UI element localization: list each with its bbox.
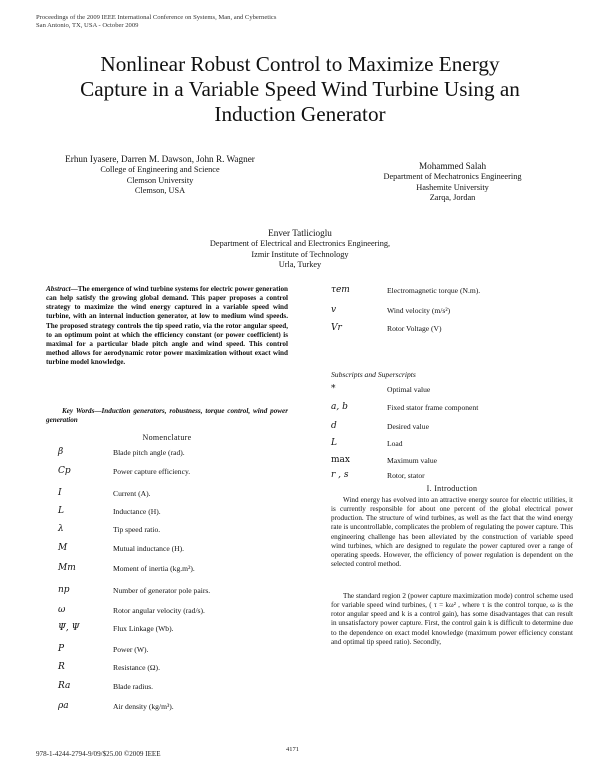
symbol: M [58,543,68,553]
symbol: Cp [58,466,71,476]
introduction-heading: I. Introduction [426,484,478,493]
nomenclature-item [58,506,318,520]
symbol: max [331,455,350,465]
symbol: d [331,421,337,431]
nomenclature-heading: Nomenclature [142,433,192,442]
paper-title [30,52,570,128]
nomenclature-item [58,563,318,577]
symbol: L [331,438,337,448]
title-line-2: Capture in a Variable Speed Wind Turbine Using an [80,77,520,102]
nomenclature-item [58,466,318,480]
symbol-description: Maximum value [387,456,437,465]
symbol-description: Electromagnetic torque (N.m). [387,286,481,295]
symbol-description: Rotor Voltage (V) [387,324,442,333]
proceedings-line-2: San Antonio, TX, USA - October 2009 [36,22,139,30]
abstract [46,285,288,367]
symbol-description: Rotor, stator [387,471,425,480]
author-names: Enver Tatlicioglu [268,228,332,238]
symbol-description: Optimal value [387,385,431,394]
symbol: a, b [331,402,348,412]
symbol-description: Power (W). [113,645,149,654]
nomenclature-item [58,662,318,676]
symbol-description: Rotor angular velocity (rad/s). [113,606,205,615]
symbol: np [58,585,70,595]
symbol: v [331,305,337,315]
symbol-description: Fixed stator frame component [387,403,479,412]
symbol-description: Current (A). [113,489,151,498]
nomenclature-item [58,644,318,658]
symbol: r , s [331,470,349,480]
affiliation-line: Zarqa, Jordan [429,193,476,203]
symbol: Vr [331,323,342,333]
abstract-label: Abstract [46,285,71,293]
keywords: Key Words—Induction generators, robustness, torque control, wind power generation [46,407,288,425]
symbol: I [58,488,62,498]
affiliation-line: Urla, Turkey [278,260,322,270]
affiliation-line: Department of Mechatronics Engineering [383,172,522,181]
symbol: β [58,447,64,457]
affiliation-line: College of Engineering and Science [100,165,220,174]
nomenclature-item [58,585,318,599]
symbol: τem [331,285,350,295]
nomenclature-item [58,701,318,715]
symbol: Mm [58,563,76,573]
nomenclature-item [58,681,318,695]
nomenclature-item [58,543,318,557]
symbol-description: Tip speed ratio. [113,525,161,534]
symbol: * [331,384,336,394]
nomenclature-item [58,488,318,502]
affiliation-line: Clemson, USA [134,186,186,196]
affiliation-line: Izmir Institute of Technology [251,249,349,259]
proceedings-line-1: Proceedings of the 2009 IEEE International Conference on Systems, Man, and Cybernetics [36,14,277,21]
symbol: L [58,506,64,516]
symbol-description: Power capture efficiency. [113,467,191,476]
title-line-3: Induction Generator [214,102,386,127]
symbol-description: Blade radius. [113,682,154,691]
title-line-1: Nonlinear Robust Control to Maximize Energy [100,52,500,76]
symbol: ω [58,605,66,615]
symbol-description: Flux Linkage (Wb). [113,624,174,633]
subscripts-heading: Subscripts and Superscripts [331,370,416,379]
nomenclature-item [58,623,318,637]
symbol: R [58,662,65,672]
author-group-2 [320,160,585,204]
affiliation-line: Hashemite University [416,182,489,192]
proceedings-header [36,14,276,30]
introduction-paragraph-1: Wind energy has evolved into an attractive energy source for electric utilities, it is currently responsible for about one percent of the global electrical power production. The structure of wind turbines, as well as the fact that the wind energy rate is uncontrollable, complicates the problem of regulating the power capture. This engineering challenge has been alleviated by the construction of variable speed wind turbines, which are designed to regulate the power captured over a range of operating speeds. However, the efficiency of power regulation is dependent on the selected control method. [331,496,573,569]
affiliation-line: Department of Electrical and Electronics Engineering, [209,239,391,248]
affiliation-line: Clemson University [126,175,194,185]
symbol: λ [58,524,64,534]
symbol-description: Desired value [387,422,429,431]
symbol-description: Blade pitch angle (rad). [113,448,185,457]
symbol-description: Mutual inductance (H). [113,544,185,553]
symbol: P [58,644,65,654]
symbol: Ra [58,681,71,691]
author-group-1 [30,153,290,197]
symbol-description: Number of generator pole pairs. [113,586,211,595]
nomenclature-item [58,447,318,461]
symbol-description: Air density (kg/m³). [113,702,174,711]
nomenclature-item [58,605,318,619]
symbol-description: Wind velocity (m/s²) [387,306,451,315]
symbol: Ψ̅, Ψ [58,623,80,633]
symbol-description: Inductance (H). [113,507,161,516]
author-names: Mohammed Salah [418,161,487,171]
author-group-3 [150,227,450,271]
symbol-description: Load [387,439,403,448]
page-number: 4171 [286,746,299,753]
abstract-text: —The emergence of wind turbine systems for electric power generation can help satisfy the growing global demand. This paper proposes a control strategy to maximize the wind energy captured in a variable speed wind turbine, with an internal induction generator, at low to medium wind speeds. The proposed strategy controls the tip speed ratio, via the rotor angular speed, to an optimum point at which the efficiency constant (or power coefficient) is maximal for a particular blade pitch angle and wind speed. This control method allows for aerodynamic rotor power maximization without exact wind turbine model knowledge. [46,285,288,367]
nomenclature-item [58,524,318,538]
symbol: ρa [58,701,69,711]
symbol-description: Resistance (Ω). [113,663,160,672]
author-names: Erhun Iyasere, Darren M. Dawson, John R. Wagner [65,154,255,164]
copyright-line: 978-1-4244-2794-9/09/$25.00 ©2009 IEEE [36,750,161,758]
symbol-description: Moment of inertia (kg.m²). [113,564,195,573]
introduction-paragraph-2: The standard region 2 (power capture maximization mode) control scheme used for variable speed wind turbines, ( τ = kω² , where τ is the control torque, ω is the rotor angular speed and k is a control gain), has some disadvantages that can result in unsatisfactory power capture. First, the control gain k is difficult to determine due to the dependence on exact model knowledge (maximum power efficiency constant and optimal tip speed ratio). Secondly, [331,592,573,646]
